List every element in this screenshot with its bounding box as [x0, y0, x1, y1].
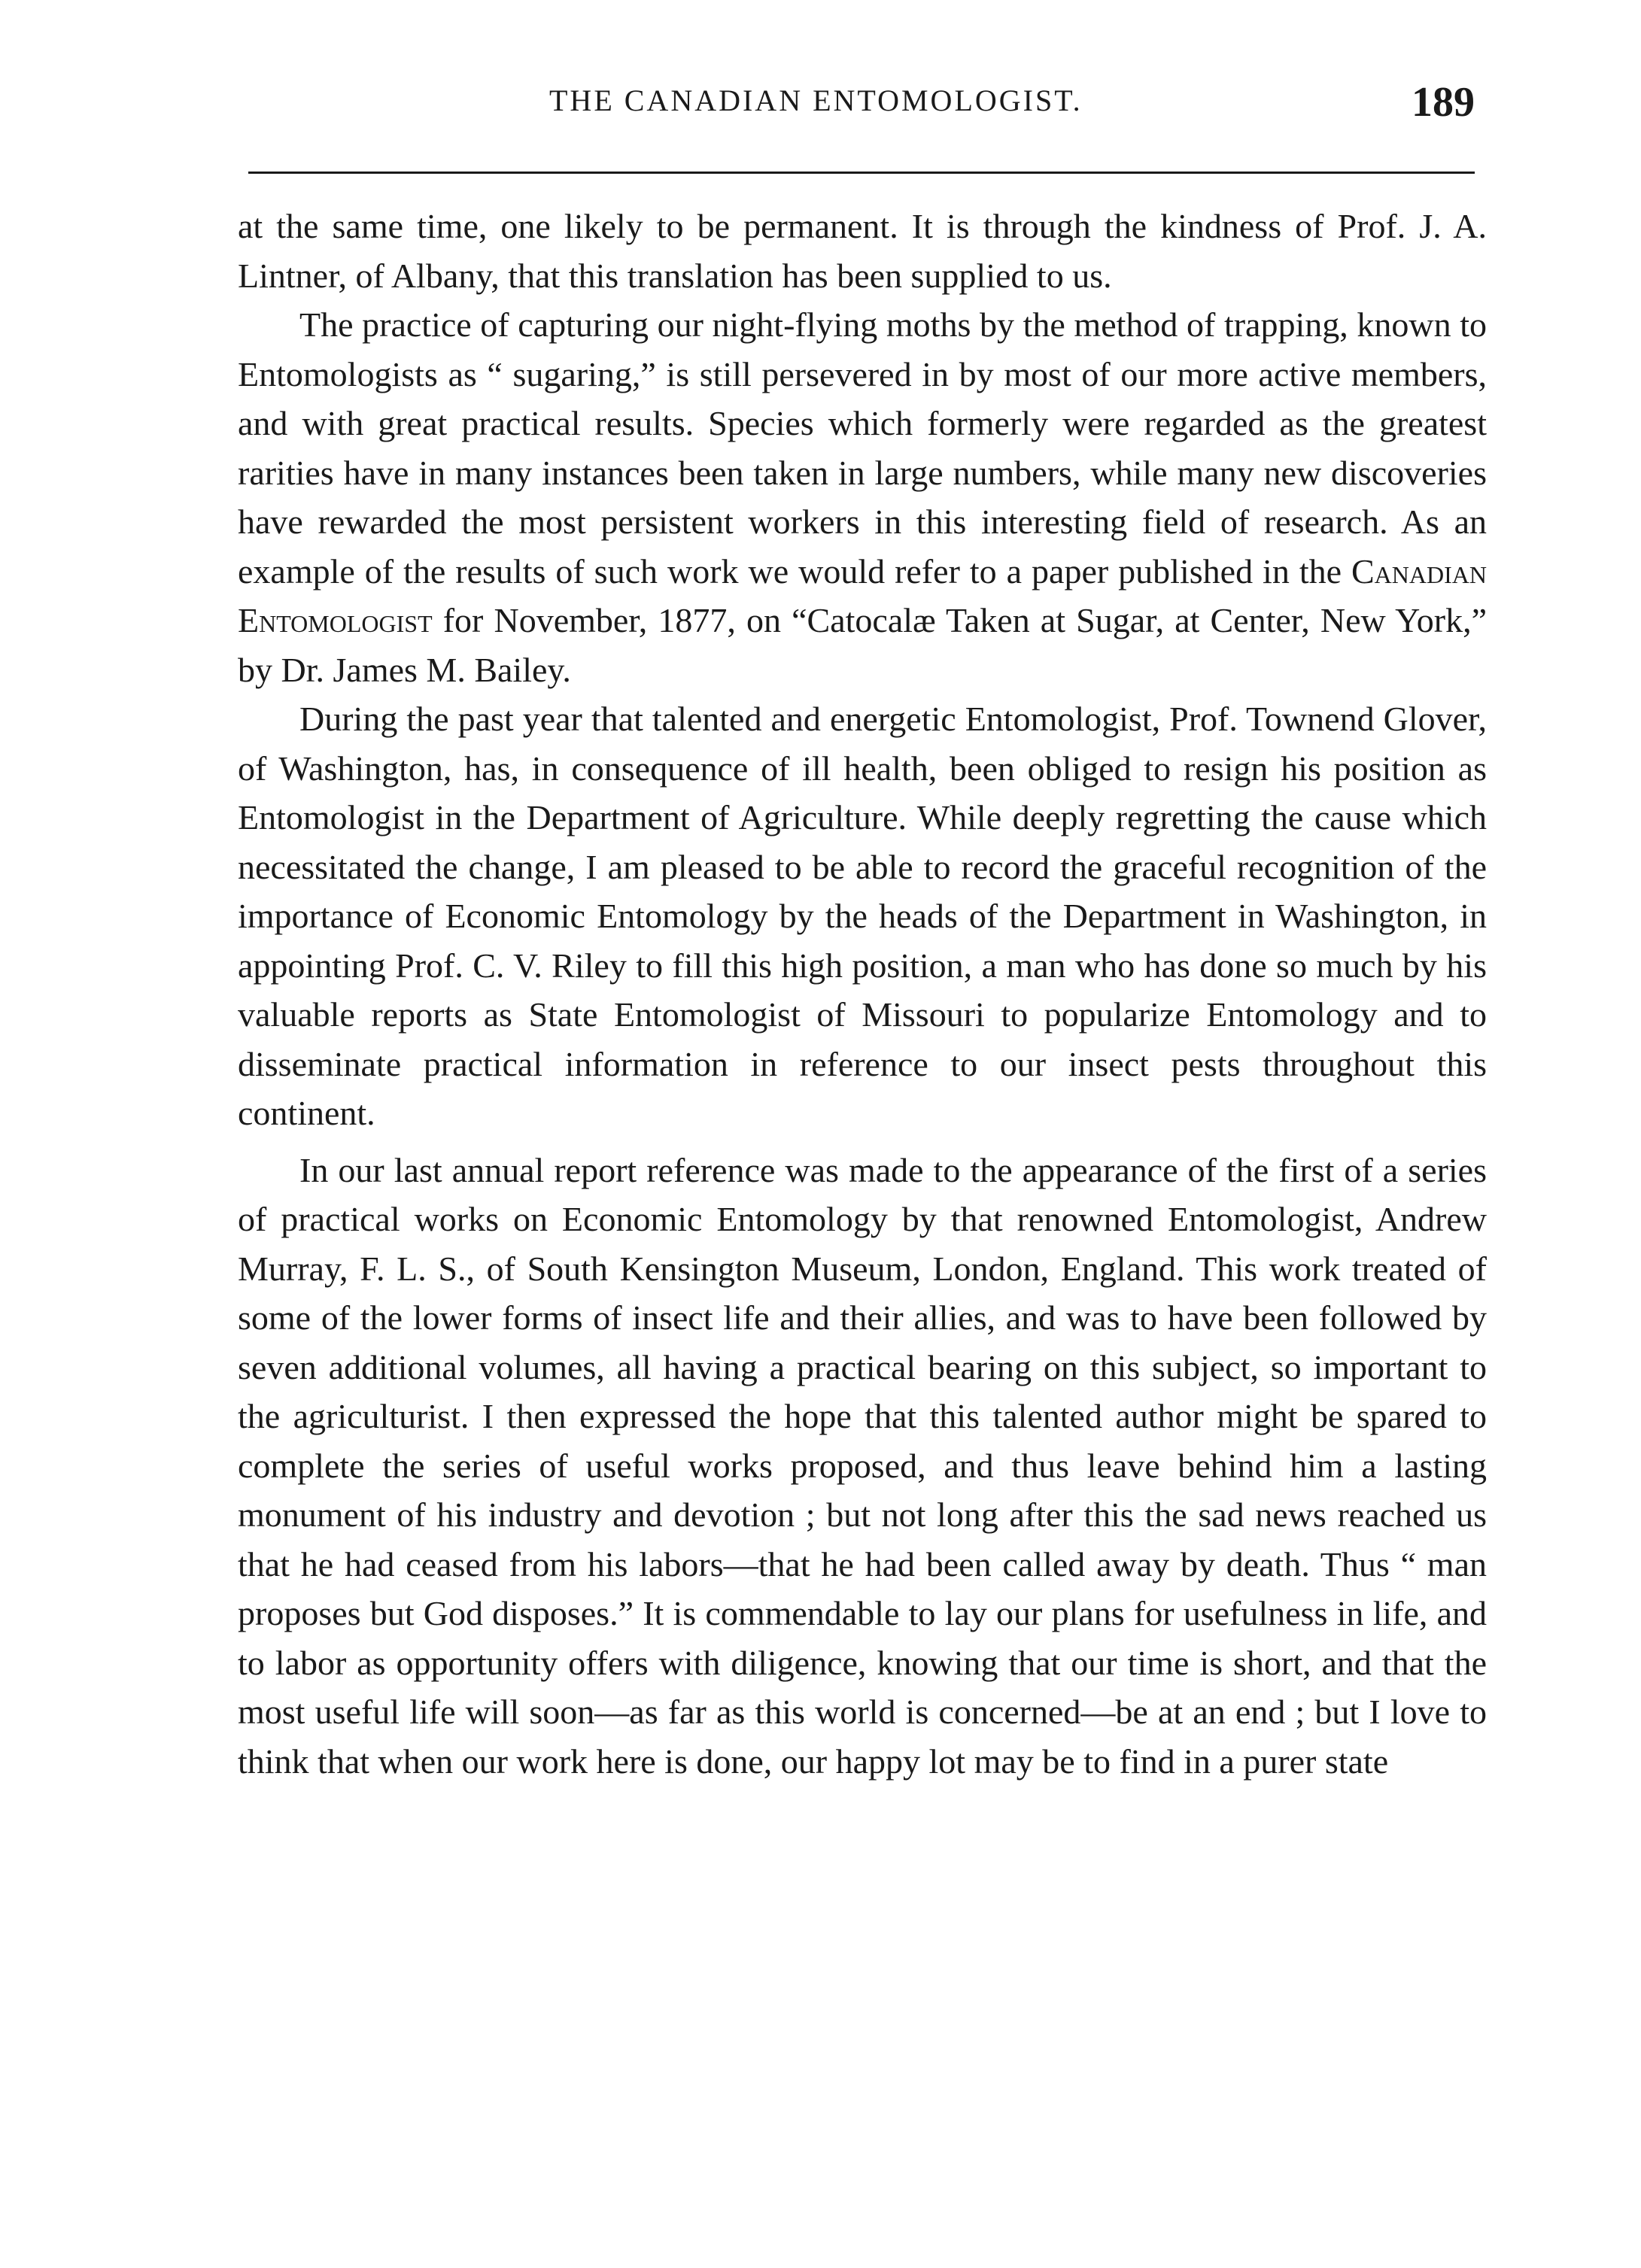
running-head: [248, 79, 1475, 135]
paragraph-2-text-before: The practice of capturing our night-flying moths by the method of trapping, known to Entomologists as “ sugaring,” is still persevered in by most of our more active members, and with great practical results. Species which formerly were regarded as the greatest rarities have in many instances been taken in large numbers, while many new discoveries have rewarded the most persistent workers in this interesting field of research. As an example of the results of such work we would refer to a paper published in the: [238, 305, 1487, 591]
journal-title: THE CANADIAN ENTOMOLOGIST.: [549, 83, 1083, 117]
journal-reference: Canadian Entomologist: [238, 551, 1487, 639]
header-rule: [248, 172, 1475, 174]
body-text: [238, 202, 1487, 1786]
paragraph-2: [238, 300, 1487, 694]
paragraph-2-text-after: for November, 1877, on “Catocalæ Taken at Sugar, at Center, New York,” by Dr. James M. Bailey.: [238, 601, 1487, 689]
paragraph-1: at the same time, one likely to be permanent. It is through the kindness of Prof. J. A. Lintner, of Albany, that this translation has been supplied to us.: [238, 207, 1487, 295]
paragraph-4: In our last annual report reference was made to the appearance of the first of a series of practical works on Economic Entomology by that renowned Entomologist, Andrew Murray, F. L. S., of South Kensington Museum, London, England. This work treated of some of the lower forms of insect life and their allies, and was to have been followed by seven additional volumes, all having a practical bearing on this subject, so important to the agriculturist. I then expressed the hope that this talented author might be spared to complete the series of useful works proposed, and thus leave behind him a lasting monument of his industry and devotion ; but not long after this the sad news reached us that he had ceased from his labors—that he had been called away by death. Thus “ man proposes but God disposes.” It is commendable to lay our plans for usefulness in life, and to labor as opportunity offers with diligence, knowing that our time is short, and that the most useful life will soon—as far as this world is concerned—be at an end ; but I love to think that when our work here is done, our happy lot may be to find in a purer state: [238, 1150, 1487, 1781]
paragraph-3: During the past year that talented and energetic Entomologist, Prof. Townend Glover, of Washington, has, in consequence of ill health, been obliged to resign his position as Entomologist in the Department of Agriculture. While deeply regretting the cause which necessitated the change, I am pleased to be able to record the graceful recognition of the importance of Economic Entomology by the heads of the Department in Washington, in appointing Prof. C. V. Riley to fill this high position, a man who has done so much by his valuable reports as State Entomologist of Missouri to popularize Entomology and to disseminate practical information in reference to our insect pests throughout this continent.: [238, 700, 1487, 1132]
page-number: 189: [1412, 79, 1475, 126]
